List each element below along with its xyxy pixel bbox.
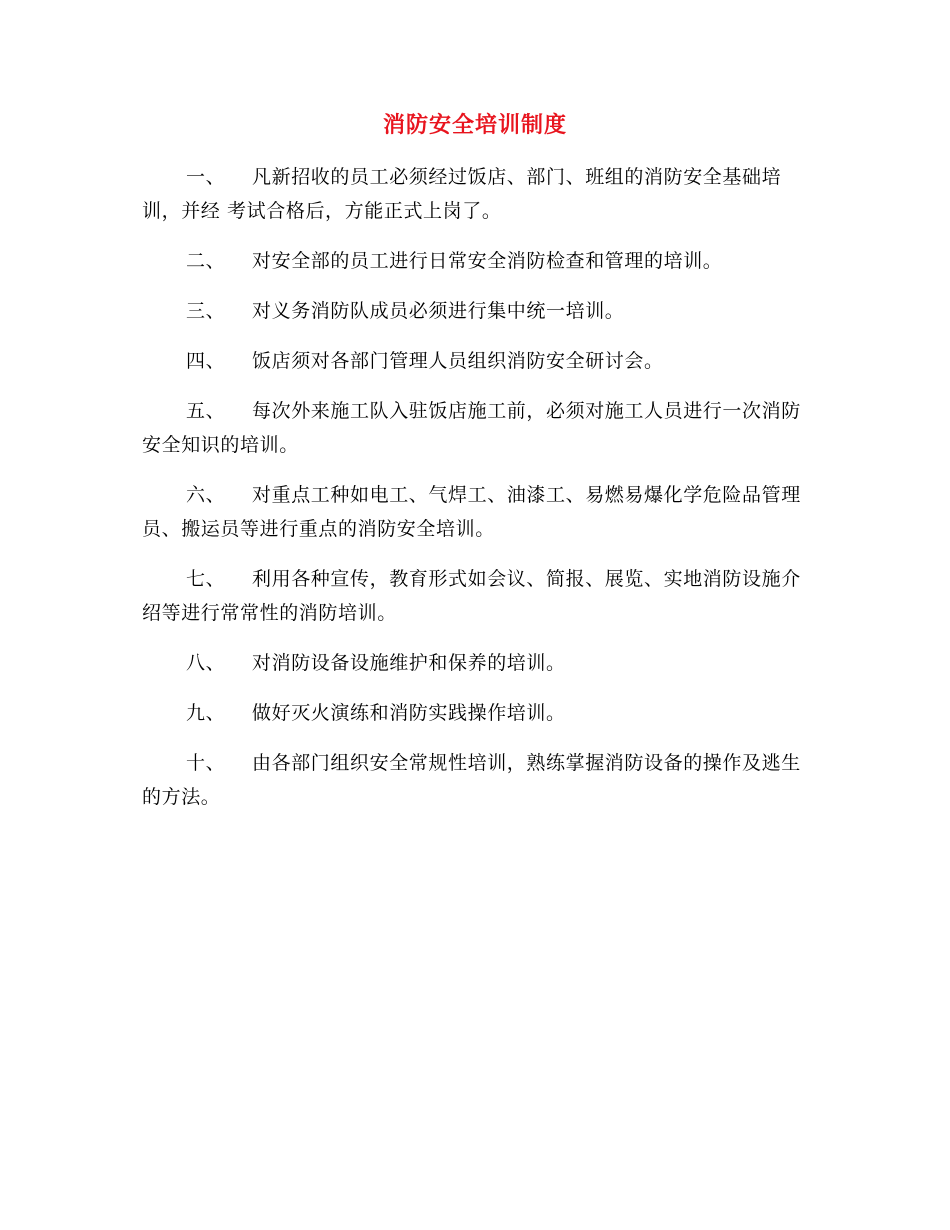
document-title: 消防安全培训制度 (382, 112, 567, 138)
clause-text: 对义务消防队成员必须进行集中统一培训。 (252, 300, 625, 322)
clause-text: 对安全部的员工进行日常安全消防检查和管理的培训。 (252, 250, 723, 272)
clause-number: 五、 (186, 400, 226, 422)
clause-text: 由各部门组织安全常规性培训，熟练掌握消防设备的操作及逃生的方法。 (142, 752, 801, 808)
clause-number: 一、 (186, 166, 226, 188)
clause-item (142, 562, 802, 630)
clause-item (142, 478, 802, 546)
clause-number: 三、 (186, 300, 226, 322)
clause-item (142, 160, 802, 228)
clause-number: 六、 (186, 484, 226, 506)
clause-number: 二、 (186, 250, 226, 272)
clause-list (142, 160, 802, 830)
clause-number: 七、 (186, 568, 226, 590)
clause-item (142, 244, 802, 278)
clause-number: 八、 (186, 652, 226, 674)
clause-item (142, 746, 802, 814)
clause-text: 每次外来施工队入驻饭店施工前，必须对施工人员进行一次消防安全知识的培训。 (142, 400, 801, 456)
clause-number: 四、 (186, 350, 226, 372)
clause-item (142, 294, 802, 328)
clause-text: 做好灭火演练和消防实践操作培训。 (252, 702, 566, 724)
clause-text: 凡新招收的员工必须经过饭店、部门、班组的消防安全基础培训，并经 考试合格后，方能正式上岗了。 (142, 166, 782, 222)
clause-item (142, 344, 802, 378)
clause-text: 对重点工种如电工、气焊工、油漆工、易燃易爆化学危险品管理员、搬运员等进行重点的消防安全培训。 (142, 484, 801, 540)
clause-text: 利用各种宣传，教育形式如会议、简报、展览、实地消防设施介绍等进行常常性的消防培训。 (142, 568, 801, 624)
clause-text: 对消防设备设施维护和保养的培训。 (252, 652, 566, 674)
clause-item (142, 646, 802, 680)
clause-text: 饭店须对各部门管理人员组织消防安全研讨会。 (252, 350, 664, 372)
clause-number: 十、 (186, 752, 226, 774)
clause-item (142, 394, 802, 462)
clause-number: 九、 (186, 702, 226, 724)
clause-item (142, 696, 802, 730)
